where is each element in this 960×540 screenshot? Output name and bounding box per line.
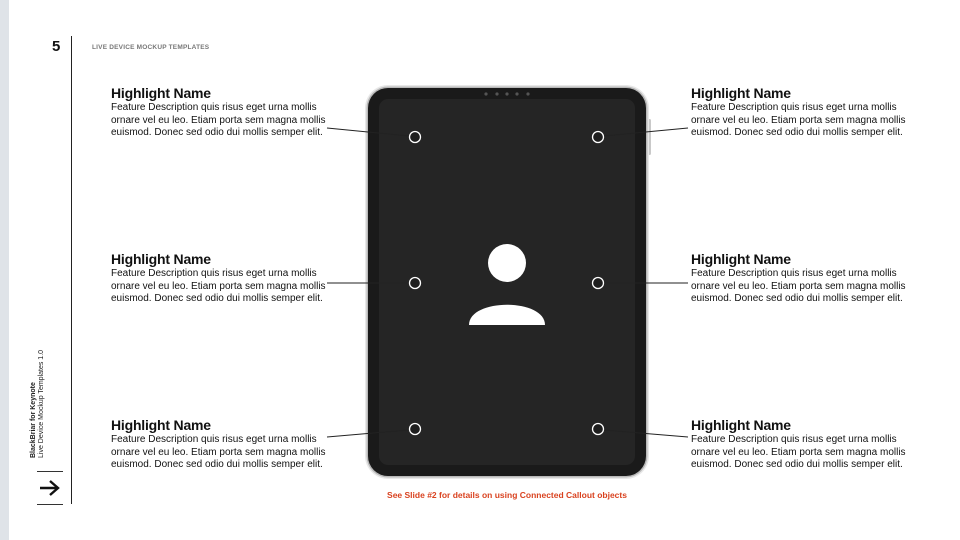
section-title: LIVE DEVICE MOCKUP TEMPLATES: [92, 44, 210, 51]
callout-description: Feature Description quis risus eget urna mollis ornare vel eu leo. Etiam porta sem magna mollis euismod. Donec sed odio dui mollis semper elit.: [691, 268, 906, 304]
callout-description: Feature Description quis risus eget urna mollis ornare vel eu leo. Etiam porta sem magna mollis euismod. Donec sed odio dui mollis semper elit.: [111, 268, 326, 304]
callout-point[interactable]: [593, 132, 604, 143]
callout-points: [410, 132, 604, 435]
callout-title: Highlight Name: [111, 251, 211, 267]
user-icon: [469, 244, 545, 325]
callout-point[interactable]: [410, 424, 421, 435]
callout-point[interactable]: [410, 132, 421, 143]
callout-point[interactable]: [593, 424, 604, 435]
callout-description: Feature Description quis risus eget urna mollis ornare vel eu leo. Etiam porta sem magna mollis euismod. Donec sed odio dui mollis semper elit.: [111, 102, 326, 138]
connector-lines: [327, 128, 688, 437]
brand-subtitle: Live Device Mockup Templates 1.0: [38, 349, 45, 458]
callout-title: Highlight Name: [691, 251, 791, 267]
callout-title: Highlight Name: [691, 85, 791, 101]
callout-description: Feature Description quis risus eget urna mollis ornare vel eu leo. Etiam porta sem magna mollis euismod. Donec sed odio dui mollis semper elit.: [691, 434, 906, 470]
footer-note: See Slide #2 for details on using Connected Callout objects: [387, 490, 627, 500]
callout-description: Feature Description quis risus eget urna mollis ornare vel eu leo. Etiam porta sem magna mollis euismod. Donec sed odio dui mollis semper elit.: [691, 102, 906, 138]
camera-dots: [484, 92, 529, 95]
callout-description: Feature Description quis risus eget urna mollis ornare vel eu leo. Etiam porta sem magna mollis euismod. Donec sed odio dui mollis semper elit.: [111, 434, 326, 470]
callout-title: Highlight Name: [111, 85, 211, 101]
brand-name: BlackBriar for Keynote: [30, 382, 37, 458]
callout-title: Highlight Name: [111, 417, 211, 433]
callout-point[interactable]: [593, 278, 604, 289]
callout-point[interactable]: [410, 278, 421, 289]
slide-number: 5: [52, 38, 61, 55]
callout-title: Highlight Name: [691, 417, 791, 433]
